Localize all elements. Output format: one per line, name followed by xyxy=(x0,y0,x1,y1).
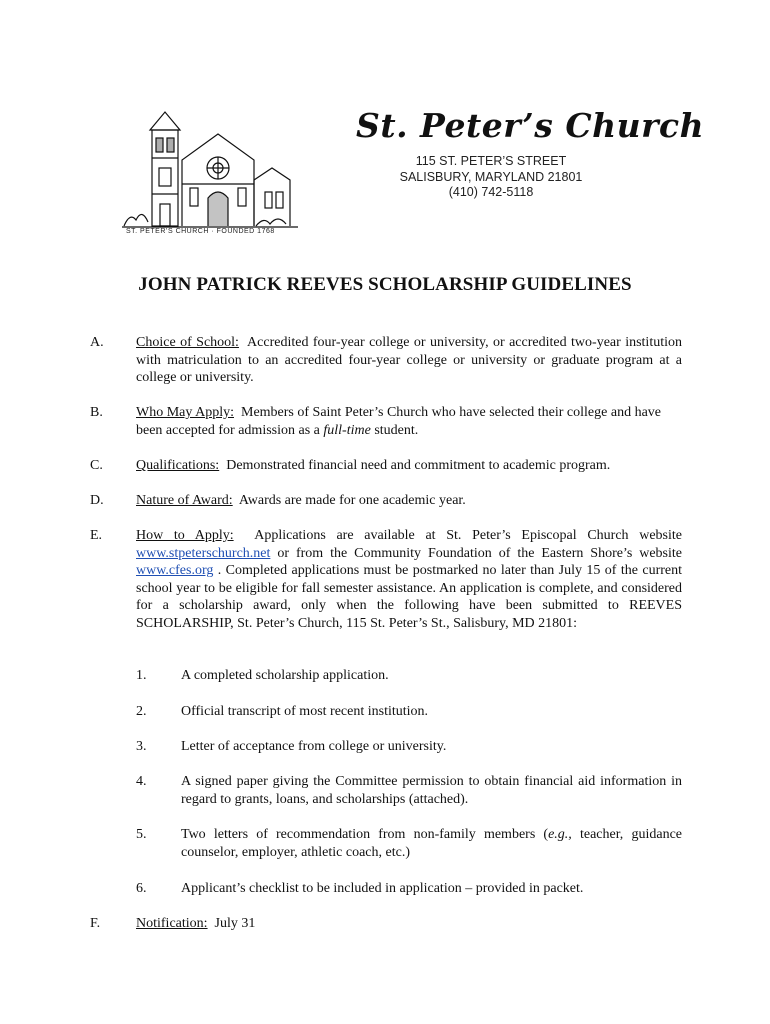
image-caption: ST. PETER’S CHURCH · FOUNDED 1768 xyxy=(126,228,275,235)
section-body xyxy=(136,915,682,933)
organization-name: St. Peter’s Church xyxy=(356,106,705,145)
section-heading: Notification: xyxy=(136,916,208,931)
list-item-text xyxy=(181,826,682,861)
address-block xyxy=(396,154,586,201)
list-item-text-end: teacher, guidance counselor, employer, athletic coach, etc.) xyxy=(181,827,682,860)
church-illustration xyxy=(120,108,300,234)
section-text-end: student. xyxy=(374,422,419,438)
section-letter: C. xyxy=(90,458,103,473)
section-letter: E. xyxy=(90,528,103,543)
section-letter: B. xyxy=(90,405,103,420)
document-title: JOHN PATRICK REEVES SCHOLARSHIP GUIDELINES xyxy=(138,274,632,295)
phone-number: (410) 742-5118 xyxy=(448,185,534,199)
section-body xyxy=(136,492,682,510)
section-letter: D. xyxy=(90,493,104,508)
list-item-number: 2. xyxy=(136,704,147,719)
address-street: 115 ST. PETER’S STREET xyxy=(415,154,567,168)
list-item-text: Official transcript of most recent institution. xyxy=(181,704,429,719)
section-text: Awards are made for one academic year. xyxy=(238,493,466,508)
list-item-number: 5. xyxy=(136,827,147,842)
list-item-text: Applicant’s checklist to be included in application – provided in packet. xyxy=(181,881,584,896)
section-text: Applications are available at St. Peter’s Episcopal Church website xyxy=(254,528,682,543)
section-heading: Qualifications: xyxy=(136,458,220,473)
section-text: Demonstrated financial need and commitment to academic program. xyxy=(226,458,611,473)
section-text: . Completed applications must be postmarked no later than July 15 of the current school year to be eligible for fall semester assistance. An application is complete, and considered for a scholarship award, only when the following have been submitted to REEVES SCHOLARSHIP, St. Peter’s Church, 115 St. Peter’s St., Salisbury, MD 21801: xyxy=(136,563,683,631)
section-body xyxy=(136,527,682,632)
section-heading: Who May Apply: xyxy=(136,405,234,420)
section-text: Accredited four-year college or university, or accredited two-year institution with matriculation to an accredited four-year college or university or graduate program at a college or university. xyxy=(136,335,682,385)
list-item-number: 3. xyxy=(136,739,147,754)
list-item-text: Letter of acceptance from college or university. xyxy=(181,739,447,754)
section-text: or from the Community Foundation of the Eastern Shore’s website xyxy=(277,545,683,561)
section-body xyxy=(136,334,682,387)
section-letter: F. xyxy=(90,916,101,931)
section-letter: A. xyxy=(90,335,104,350)
section-text: Members of Saint Peter’s Church who have selected their college and have been accepted for admission as a xyxy=(136,405,661,438)
church-website-link[interactable]: www.stpeterschurch.net xyxy=(136,545,271,561)
list-item-number: 4. xyxy=(136,774,147,789)
list-item-number: 6. xyxy=(136,881,147,896)
section-text: July 31 xyxy=(214,916,256,931)
cfes-website-link[interactable]: www.cfes.org xyxy=(136,563,214,578)
section-heading: How to Apply: xyxy=(136,528,234,543)
list-item-text-start: Two letters of recommendation from non-family members ( xyxy=(181,827,549,842)
list-item-emphasis: e.g., xyxy=(548,827,572,842)
list-item-number: 1. xyxy=(136,668,147,683)
section-heading: Nature of Award: xyxy=(136,493,233,508)
section-heading: Choice of School: xyxy=(136,335,239,350)
section-body xyxy=(136,404,682,439)
section-body xyxy=(136,457,682,475)
address-city: SALISBURY, MARYLAND 21801 xyxy=(399,169,583,184)
section-emphasis: full-time xyxy=(323,422,371,438)
list-item-text: A completed scholarship application. xyxy=(181,668,389,683)
list-item-text: A signed paper giving the Committee permission to obtain financial aid information in regard to grants, loans, and scholarships (attached). xyxy=(181,774,682,807)
